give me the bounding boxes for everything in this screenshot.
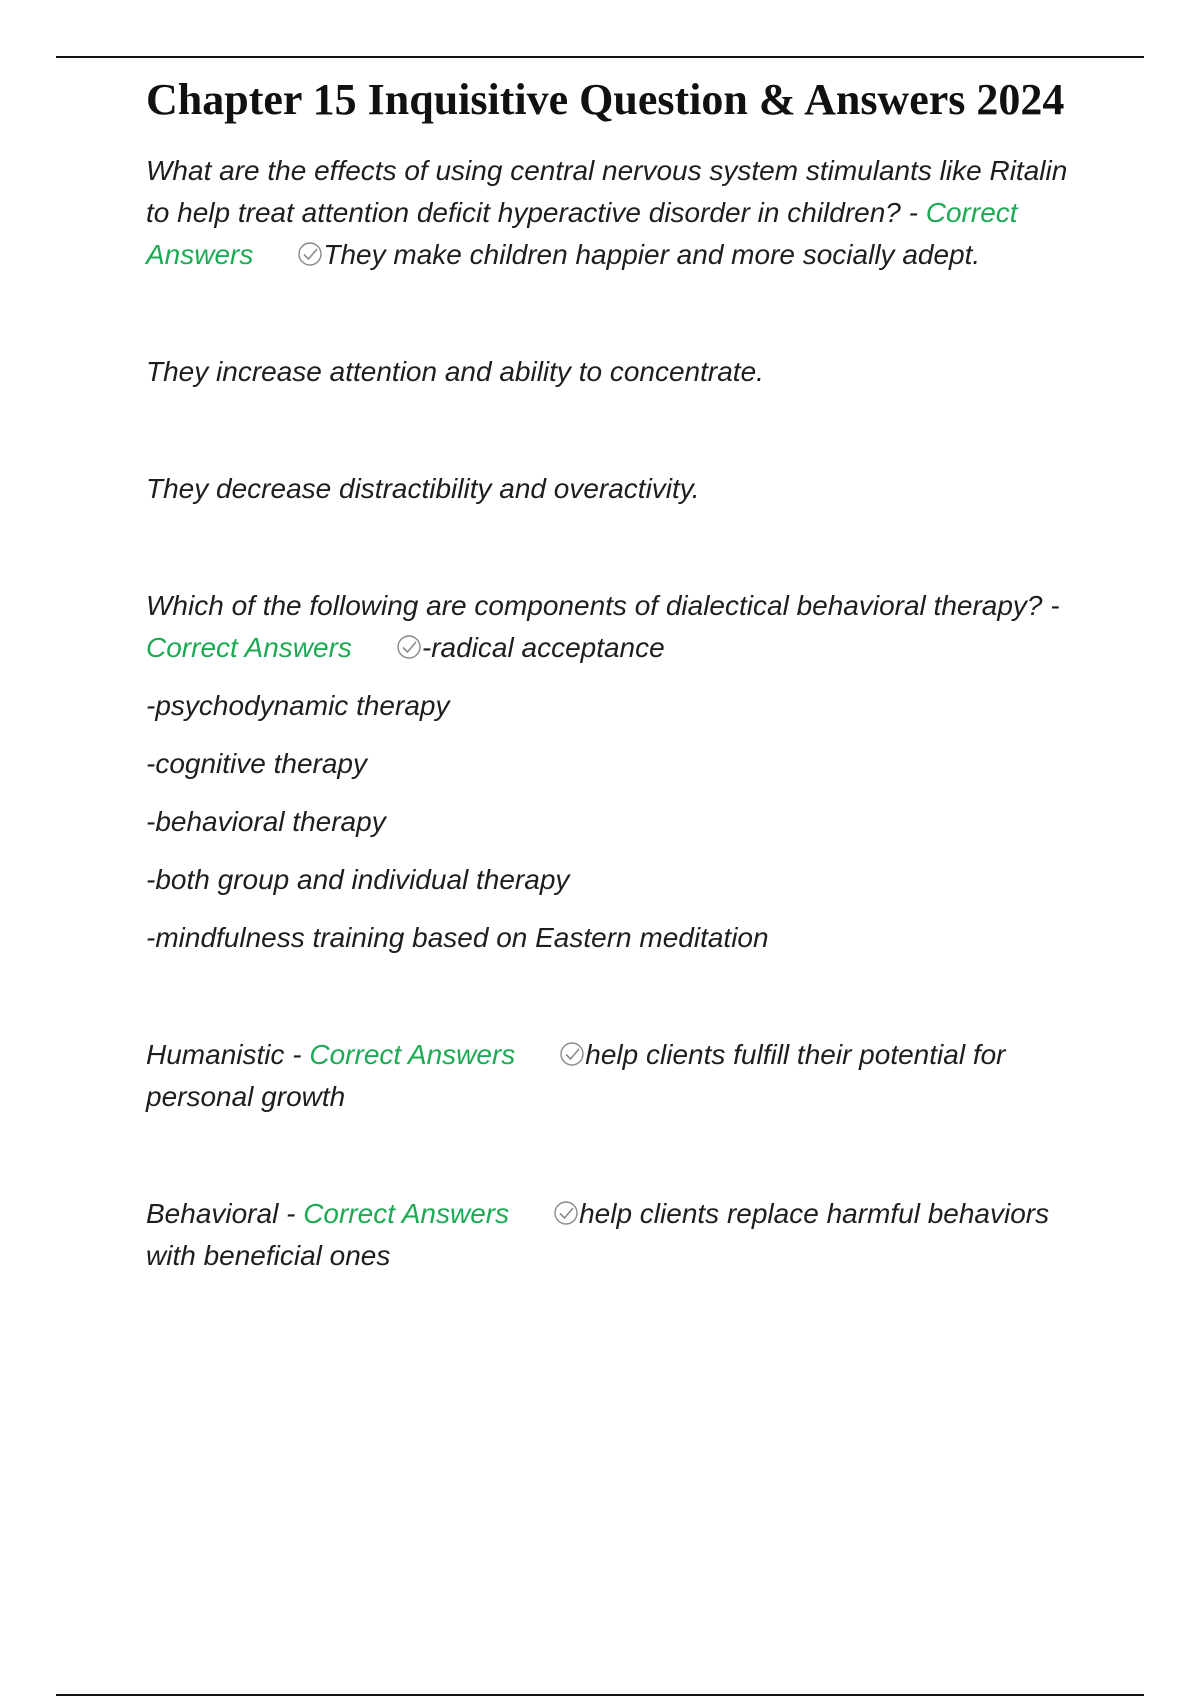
question-1-text: What are the effects of using central nervous system stimulants like Ritalin to help treat attention deficit hyperactive disorder in children? - [146,155,1068,228]
question-4 [146,1193,1086,1277]
correct-answers-label: Correct Answers [309,1039,516,1070]
answer-1b: They increase attention and ability to concentrate. [146,356,764,387]
check-circle-icon [396,634,422,660]
document-body [146,72,1086,1277]
question-3 [146,1034,1086,1118]
check-circle-icon [559,1041,585,1067]
document-title: Chapter 15 Inquisitive Question & Answers 2024 [146,75,1065,124]
question-1 [146,150,1086,276]
answer-3-text: help clients fulfill their potential for personal growth [146,1039,1006,1112]
bottom-rule [56,1694,1144,1696]
list-item: -cognitive therapy [146,748,368,779]
question-2 [146,585,1086,669]
check-circle-icon [297,241,323,267]
answer-2-first: -radical acceptance [421,632,665,663]
correct-answers-label: Correct Answers [146,632,352,663]
list-item: -both group and individual therapy [146,864,570,895]
check-circle-icon [553,1200,579,1226]
answer-4-text: help clients replace harmful behaviors with beneficial ones [146,1198,1050,1271]
list-item: -psychodynamic therapy [146,690,450,721]
correct-answers-label: Correct Answers [303,1198,510,1229]
answer-1-text: They make children happier and more socially adept. [323,239,981,270]
correct-answers-label: Correct Answers [146,197,1018,270]
answer-1c: They decrease distractibility and overactivity. [146,473,700,504]
list-item: -mindfulness training based on Eastern meditation [146,922,769,953]
top-rule [56,56,1144,58]
question-2-text: Which of the following are components of dialectical behavioral therapy? - [146,590,1060,621]
list-item: -behavioral therapy [146,806,386,837]
question-4-term: Behavioral - [146,1198,304,1229]
question-3-term: Humanistic - [146,1039,310,1070]
